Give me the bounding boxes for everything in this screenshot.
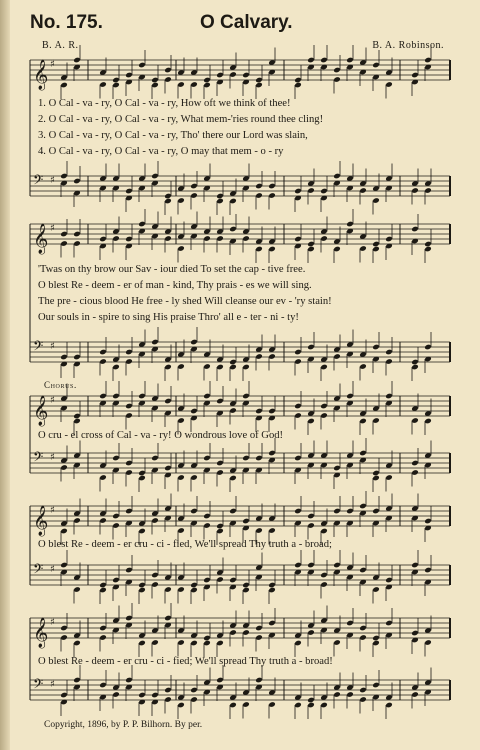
bass-clef-icon: 𝄢 (33, 561, 44, 580)
sharp-icon: ♯ (50, 395, 55, 406)
verse-line-4a: 4. O Cal - va - ry, O Cal - va - ry, O may that mem - o - ry (38, 146, 284, 157)
treble-clef-icon: 𝄞 (33, 224, 49, 254)
chorus-line-3: O blest Re - deem - er cru - ci - fied; We'll spread Thy truth a - broad! (38, 656, 333, 667)
verse-line-4b: Our souls in - spire to sing His praise Thro' all e - ter - ni - ty! (38, 312, 299, 323)
treble-clef-icon: 𝄞 (33, 60, 49, 90)
sharp-icon: ♯ (50, 617, 55, 628)
verse-line-1b: 'Twas on thy brow our Sav - iour died To set the cap - tive free. (38, 264, 306, 275)
lyricist-credit: B. A. R. (42, 40, 79, 51)
sharp-icon: ♯ (50, 452, 55, 463)
bass-clef-icon: 𝄢 (33, 676, 44, 695)
verse-line-3a: 3. O Cal - va - ry, O Cal - va - ry, Tho' there our Lord was slain, (38, 130, 308, 141)
bass-clef-icon: 𝄢 (33, 449, 44, 468)
bass-clef-icon: 𝄢 (33, 338, 44, 357)
verse-line-2a: 2. O Cal - va - ry, O Cal - va - ry, What mem-'ries round thee cling! (38, 114, 324, 125)
sharp-icon: ♯ (50, 564, 55, 575)
verse-line-2b: O blest Re - deem - er of man - kind, Thy prais - es we will sing. (38, 280, 312, 291)
copyright-notice: Copyright, 1896, by P. P. Bilhorn. By per. (44, 720, 203, 730)
sharp-icon: ♯ (50, 679, 55, 690)
sharp-icon: ♯ (50, 341, 55, 352)
sharp-icon: ♯ (50, 175, 55, 186)
sharp-icon: ♯ (50, 59, 55, 70)
treble-clef-icon: 𝄞 (33, 506, 49, 536)
chorus-line-2: O blest Re - deem - er cru - ci - fied, We'll spread Thy truth a - broad; (38, 539, 332, 550)
sharp-icon: ♯ (50, 505, 55, 516)
chorus-label: Chorus. (44, 380, 77, 390)
hymn-number: No. 175. (30, 12, 103, 33)
chorus-line-1: O cru - el cross of Cal - va - ry! O wondrous love of God! (38, 430, 284, 441)
treble-clef-icon: 𝄞 (33, 618, 49, 648)
sharp-icon: ♯ (50, 223, 55, 234)
verse-line-1a: 1. O Cal - va - ry, O Cal - va - ry, How oft we think of thee! (38, 98, 291, 109)
composer-credit: B. A. Robinson. (372, 40, 444, 51)
hymn-title: O Calvary. (200, 12, 293, 33)
verse-line-3b: The pre - cious blood He free - ly shed Will cleanse our ev - 'ry stain! (38, 296, 332, 307)
treble-clef-icon: 𝄞 (33, 396, 49, 426)
bass-clef-icon: 𝄢 (33, 172, 44, 191)
